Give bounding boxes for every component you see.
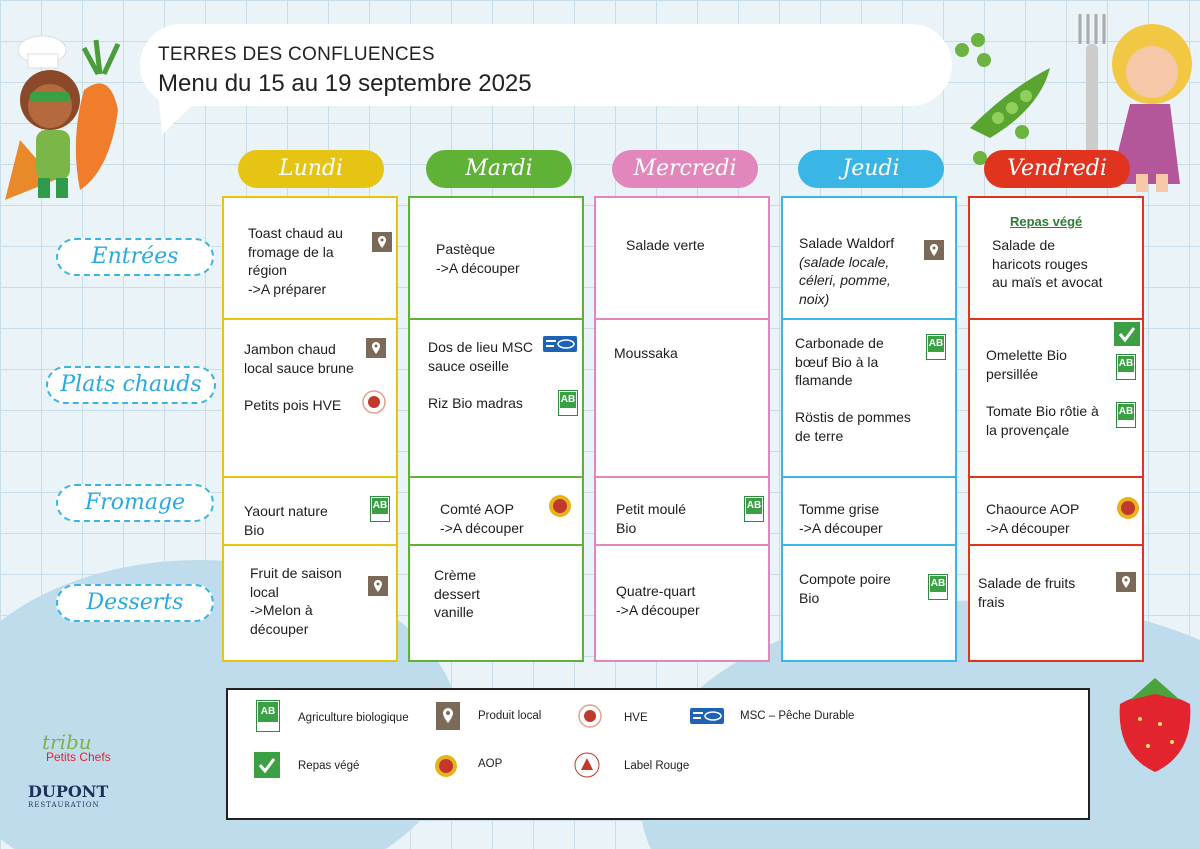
label-rouge-icon bbox=[574, 752, 600, 778]
map-pin-icon bbox=[436, 702, 460, 730]
msc-icon bbox=[690, 708, 724, 724]
legend-vege-label: Repas végé bbox=[298, 760, 360, 772]
mercredi-plat-1: Moussaka bbox=[614, 345, 678, 361]
hve-icon bbox=[362, 390, 386, 414]
hve-icon bbox=[578, 704, 602, 728]
vendredi-vege-title: Repas végé bbox=[1010, 214, 1083, 229]
lundi-dessert: Fruit de saison local ->Melon à découper bbox=[250, 565, 342, 637]
mardi-plat-2: Riz Bio madras bbox=[428, 395, 523, 411]
msc-icon bbox=[543, 336, 577, 352]
ab-bio-icon: AB bbox=[558, 390, 578, 416]
row-label-entrees: Entrées bbox=[56, 238, 214, 276]
row-label-plats-chauds: Plats chauds bbox=[46, 366, 216, 404]
aop-seal-icon bbox=[434, 754, 458, 778]
tribu-logo: tribu Petits Chefs bbox=[42, 730, 111, 764]
map-pin-icon bbox=[924, 240, 944, 260]
map-pin-icon bbox=[368, 576, 388, 596]
vendredi-entree: Salade de haricots rouges au maïs et avocat bbox=[992, 237, 1103, 290]
menu-column-vendredi bbox=[968, 196, 1144, 662]
leaf-check-icon bbox=[1114, 322, 1140, 346]
mardi-dessert: Crème dessert vanille bbox=[434, 567, 480, 620]
vendredi-plat-2: Tomate Bio rôtie à la provençale bbox=[986, 403, 1099, 438]
day-header-lundi: Lundi bbox=[238, 150, 384, 188]
jeudi-plat-2: Röstis de pommes de terre bbox=[795, 409, 911, 444]
ab-bio-icon: AB bbox=[928, 574, 948, 600]
row-label-desserts: Desserts bbox=[56, 584, 214, 622]
jeudi-entree: Salade Waldorf (salade locale, céleri, pomme, noix) bbox=[799, 235, 895, 307]
aop-seal-icon bbox=[548, 494, 572, 518]
restaurant-name: TERRES DES CONFLUENCES bbox=[158, 44, 435, 65]
legend-msc-label: MSC – Pêche Durable bbox=[740, 710, 855, 722]
day-header-jeudi: Jeudi bbox=[798, 150, 944, 188]
page-title: Menu du 15 au 19 septembre 2025 bbox=[158, 70, 532, 97]
mercredi-entree: Salade verte bbox=[626, 237, 705, 253]
legend-box bbox=[226, 688, 1090, 820]
legend-bio-label: Agriculture biologique bbox=[298, 712, 409, 724]
lundi-entree: Toast chaud au fromage de la région ->A préparer bbox=[248, 225, 343, 297]
map-pin-icon bbox=[366, 338, 386, 358]
vendredi-dessert: Salade de fruits frais bbox=[978, 575, 1076, 610]
menu-column-mercredi bbox=[594, 196, 770, 662]
mercredi-dessert: Quatre-quart ->A découper bbox=[616, 583, 700, 618]
legend-hve-label: HVE bbox=[624, 712, 648, 724]
strawberry-icon bbox=[1110, 664, 1200, 774]
lundi-plat-1: Jambon chaud local sauce brune bbox=[244, 341, 354, 376]
day-header-mardi: Mardi bbox=[426, 150, 572, 188]
map-pin-icon bbox=[1116, 572, 1136, 592]
legend-label-rouge-label: Label Rouge bbox=[624, 760, 690, 772]
chef-boy-mascot-icon bbox=[0, 30, 140, 200]
jeudi-dessert: Compote poire Bio bbox=[799, 571, 891, 606]
ab-bio-icon: AB bbox=[370, 496, 390, 522]
day-header-mercredi: Mercredi bbox=[612, 150, 758, 188]
leaf-check-icon bbox=[254, 752, 280, 778]
legend-aop-label: AOP bbox=[478, 758, 503, 770]
mardi-plat-1: Dos de lieu MSC sauce oseille bbox=[428, 339, 534, 374]
row-label-fromage: Fromage bbox=[56, 484, 214, 522]
peas-icon bbox=[950, 28, 1070, 168]
map-pin-icon bbox=[372, 232, 392, 252]
mardi-fromage: Comté AOP ->A découper bbox=[440, 501, 524, 536]
day-header-vendredi: Vendredi bbox=[984, 150, 1130, 188]
ab-bio-icon: AB bbox=[744, 496, 764, 522]
jeudi-plat-1: Carbonade de bœuf Bio à la flamande bbox=[795, 335, 884, 388]
mardi-entree: Pastèque ->A découper bbox=[436, 241, 520, 276]
mercredi-fromage: Petit moulé Bio bbox=[616, 501, 687, 536]
jeudi-fromage: Tomme grise ->A découper bbox=[799, 501, 883, 536]
vendredi-fromage: Chaource AOP ->A découper bbox=[986, 501, 1080, 536]
vendredi-plat-1: Omelette Bio persillée bbox=[986, 347, 1067, 382]
menu-column-mardi bbox=[408, 196, 584, 662]
aop-seal-icon bbox=[1116, 496, 1140, 520]
ab-bio-icon: AB bbox=[1116, 402, 1136, 428]
ab-bio-icon: AB bbox=[1116, 354, 1136, 380]
dupont-logo: DUPONT RESTAURATION bbox=[28, 782, 109, 809]
legend-local-label: Produit local bbox=[478, 710, 542, 722]
ab-bio-icon: AB bbox=[926, 334, 946, 360]
ab-bio-icon: AB bbox=[256, 700, 280, 732]
lundi-plat-2: Petits pois HVE bbox=[244, 397, 342, 413]
lundi-fromage: Yaourt nature Bio bbox=[244, 503, 328, 538]
